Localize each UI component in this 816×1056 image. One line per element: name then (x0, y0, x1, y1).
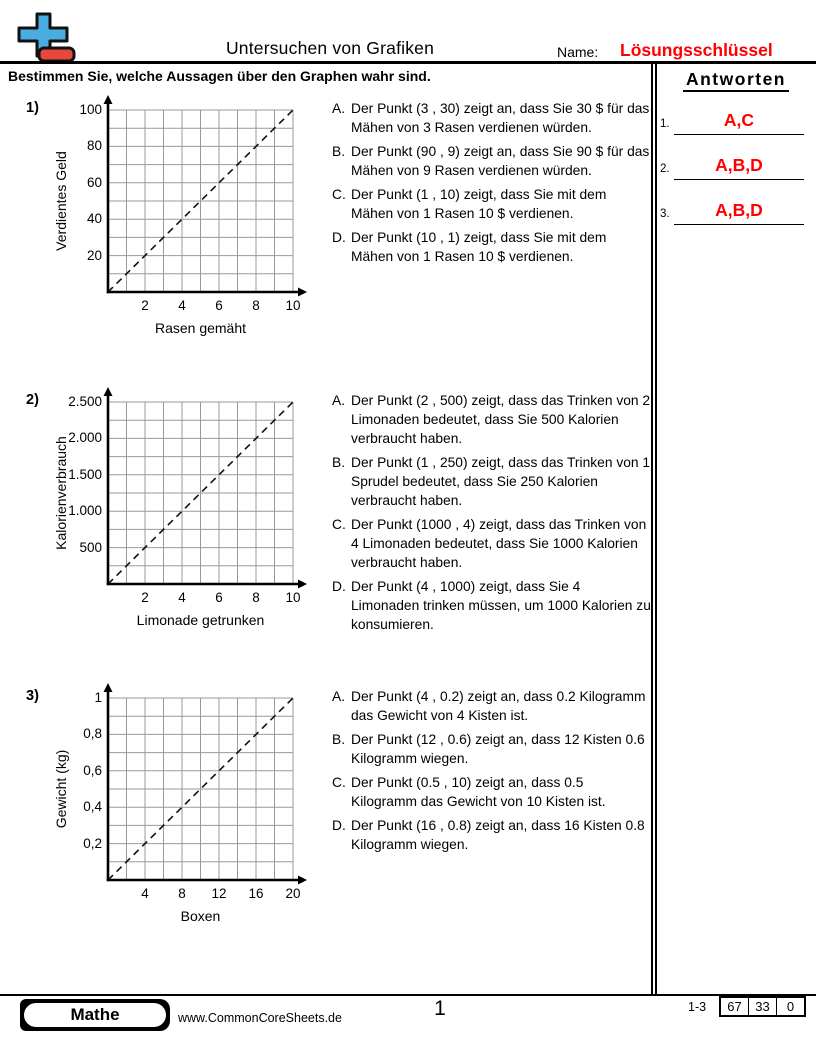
y-tick-label: 40 (86, 211, 102, 227)
problem-1 (0, 94, 655, 394)
x-tick-label: 10 (285, 298, 301, 313)
option-c (332, 185, 651, 223)
footer-divider (0, 994, 816, 996)
option-letter: C. (332, 517, 346, 532)
answers-panel-title: Antworten (661, 69, 811, 90)
option-letter: D. (332, 818, 346, 833)
option-letter: A. (332, 689, 346, 704)
website-link[interactable]: www.CommonCoreSheets.de (178, 1011, 342, 1025)
x-tick-label: 2 (141, 298, 149, 313)
option-letter: A. (332, 393, 346, 408)
x-axis-title: Rasen gemäht (154, 320, 247, 336)
answer-value: A,B,D (674, 200, 804, 225)
instruction-text: Bestimmen Sie, welche Aussagen über den Graphen wahr sind. (8, 68, 431, 84)
option-text: Der Punkt (0.5 , 10) zeigt an, dass 0.5 Kilogramm das Gewicht von 10 Kisten ist. (351, 775, 606, 809)
y-axis-title: Gewicht (kg) (53, 749, 69, 829)
header-divider (0, 61, 816, 64)
option-letter: D. (332, 579, 346, 594)
y-axis-title: Verdientes Geld (53, 151, 69, 251)
y-tick-label: 1 (94, 690, 102, 705)
y-tick-label: 0,6 (83, 762, 102, 778)
y-tick-label: 20 (86, 247, 102, 263)
problem-range-label: 1-3 (688, 1000, 707, 1014)
option-b (332, 453, 651, 510)
x-tick-label: 4 (141, 886, 149, 901)
answer-key-text: Lösungsschlüssel (620, 40, 773, 60)
option-c (332, 515, 651, 572)
option-letter: C. (332, 187, 346, 202)
option-d (332, 228, 651, 266)
score-cell: 67 (727, 999, 742, 1014)
y-tick-label: 1.000 (68, 503, 102, 519)
option-text: Der Punkt (4 , 1000) zeigt, dass Sie 4 Limonaden trinken müssen, um 1000 Kalorien zu konsumieren. (351, 579, 651, 632)
x-tick-label: 6 (215, 298, 223, 313)
option-text: Der Punkt (10 , 1) zeigt, dass Sie mit dem Mähen von 1 Rasen 10 $ verdienen. (351, 230, 607, 264)
option-a (332, 99, 651, 137)
y-tick-label: 0,4 (83, 799, 102, 815)
options-list (332, 391, 651, 634)
y-tick-label: 0,2 (83, 835, 102, 851)
answer-value: A,C (674, 110, 804, 135)
problem-number: 1) (26, 100, 39, 116)
option-letter: C. (332, 775, 346, 790)
option-letter: B. (332, 144, 346, 159)
y-tick-label: 2.500 (68, 394, 102, 409)
option-a (332, 687, 651, 725)
name-label: Name: (557, 44, 599, 60)
x-axis-title: Limonade getrunken (136, 612, 265, 628)
y-tick-label: 60 (86, 174, 102, 190)
option-c (332, 773, 651, 811)
option-text: Der Punkt (12 , 0.6) zeigt an, dass 12 Kisten 0.6 Kilogramm wiegen. (351, 732, 645, 766)
option-letter: B. (332, 732, 346, 747)
option-d (332, 577, 651, 634)
score-cell: 0 (776, 998, 804, 1015)
x-tick-label: 16 (248, 886, 264, 901)
problem-number: 2) (26, 392, 39, 408)
option-b (332, 730, 651, 768)
logo-minus-shape (39, 48, 74, 61)
option-text: Der Punkt (1000 , 4) zeigt, dass das Trinken von 4 Limonaden bedeutet, dass Sie 1000 Kalorien verbraucht haben. (351, 517, 647, 570)
options-list (332, 687, 651, 854)
x-tick-label: 12 (211, 886, 227, 901)
x-tick-label: 10 (285, 590, 301, 605)
answer-value: A,B,D (674, 155, 804, 180)
x-tick-label: 20 (285, 886, 301, 901)
option-d (332, 816, 651, 854)
x-tick-label: 4 (178, 590, 186, 605)
x-tick-label: 6 (215, 590, 223, 605)
answer-number: 3. (660, 208, 670, 220)
option-text: Der Punkt (1 , 10) zeigt, dass Sie mit dem Mähen von 1 Rasen 10 $ verdienen. (351, 187, 607, 221)
x-axis-title: Boxen (180, 908, 221, 924)
score-table (719, 996, 806, 1017)
y-tick-label: 100 (79, 102, 102, 117)
y-axis-title: Kalorienverbrauch (53, 436, 69, 550)
option-letter: D. (332, 230, 346, 245)
options-list (332, 99, 651, 266)
y-tick-label: 0,8 (83, 726, 102, 742)
y-tick-label: 1.500 (68, 466, 102, 482)
problem-3 (0, 682, 655, 982)
problem-number: 3) (26, 688, 39, 704)
option-text: Der Punkt (1 , 250) zeigt, dass das Trinken von 1 Sprudel bedeutet, dass Sie 250 Kalorien verbraucht haben. (351, 455, 651, 508)
option-text: Der Punkt (4 , 0.2) zeigt an, dass 0.2 Kilogramm das Gewicht von 4 Kisten ist. (351, 689, 646, 723)
page-number: 1 (434, 997, 446, 1020)
option-b (332, 142, 651, 180)
commoncoresheets-logo-icon (16, 12, 78, 66)
x-tick-label: 4 (178, 298, 186, 313)
score-cell: 33 (748, 998, 776, 1015)
answer-number: 1. (660, 118, 670, 130)
option-letter: A. (332, 101, 346, 116)
y-tick-label: 80 (86, 138, 102, 154)
y-tick-label: 2.000 (68, 430, 102, 446)
problem-2 (0, 386, 655, 686)
subject-badge-label: Mathe (24, 1003, 166, 1027)
x-tick-label: 8 (252, 298, 260, 313)
subject-badge (20, 999, 170, 1031)
page-title: Untersuchen von Grafiken (225, 38, 435, 58)
x-tick-label: 2 (141, 590, 149, 605)
option-text: Der Punkt (2 , 500) zeigt, dass das Trinken von 2 Limonaden bedeutet, dass Sie 500 Kalorien verbraucht haben. (351, 393, 651, 446)
x-tick-label: 8 (178, 886, 186, 901)
option-letter: B. (332, 455, 346, 470)
answer-number: 2. (660, 163, 670, 175)
option-text: Der Punkt (3 , 30) zeigt an, dass Sie 30 $ für das Mähen von 3 Rasen verdienen würden. (351, 101, 650, 135)
x-tick-label: 8 (252, 590, 260, 605)
option-text: Der Punkt (90 , 9) zeigt an, dass Sie 90 $ für das Mähen von 9 Rasen verdienen würden. (351, 144, 650, 178)
option-text: Der Punkt (16 , 0.8) zeigt an, dass 16 Kisten 0.8 Kilogramm wiegen. (351, 818, 645, 852)
y-tick-label: 500 (79, 539, 102, 555)
option-a (332, 391, 651, 448)
